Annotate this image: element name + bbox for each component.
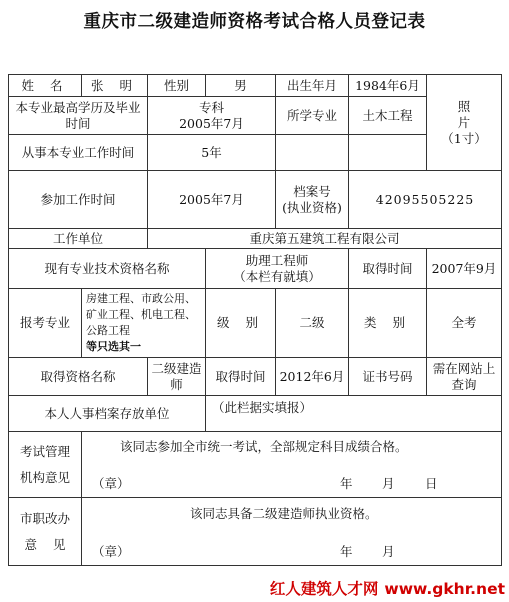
dept-opinion-text: 该同志具备二级建造师执业资格。	[190, 506, 378, 521]
certificate-no-value: 需在网站上查询	[427, 358, 502, 396]
exam-year: 年	[340, 476, 353, 491]
watermark-brand: 红人建筑人才网	[269, 580, 379, 598]
obtain-time-value: 2007年9月	[427, 249, 502, 289]
apply-major-options: 房建工程、市政公用、矿业工程、机电工程、公路工程	[86, 292, 196, 337]
dept-opinion-label-line2: 意 见	[24, 536, 66, 552]
work-years-value: 5年	[148, 135, 276, 171]
archive-no-value: 42095505225	[349, 171, 502, 229]
watermark-url: www.gkhr.net	[384, 580, 505, 598]
birth-value: 1984年6月	[349, 75, 427, 97]
dept-opinion-label	[9, 498, 82, 566]
dept-opinion-label-line1: 市职改办	[19, 510, 70, 526]
exam-opinion-label	[9, 432, 82, 498]
qualification-value: 二级建造师	[148, 358, 206, 396]
start-work-value: 2005年7月	[148, 171, 276, 229]
obtain-time-label: 取得时间	[349, 249, 427, 289]
category-value: 全考	[427, 289, 502, 358]
birth-label: 出生年月	[276, 75, 349, 97]
form-title: 重庆市二级建造师资格考试合格人员登记表	[83, 12, 426, 32]
exam-opinion-label-line2: 机构意见	[19, 469, 70, 485]
dept-opinion-box	[82, 498, 502, 566]
empty-cell	[276, 135, 349, 171]
qualification-time-label: 取得时间	[206, 358, 276, 396]
exam-opinion-text: 该同志参加全市统一考试，全部规定科目成绩合格。	[120, 439, 408, 454]
name-value: 张 明	[82, 75, 148, 97]
exam-opinion-label-line1: 考试管理	[19, 443, 70, 459]
level-label: 级 别	[206, 289, 276, 358]
gender-value: 男	[206, 75, 276, 97]
photo-label: 照 片 （1寸）	[441, 98, 487, 146]
photo-box	[427, 75, 502, 171]
exam-day: 日	[425, 476, 438, 491]
employer-value: 重庆第五建筑工程有限公司	[148, 229, 502, 249]
education-label: 本专业最高学历及毕业时间	[9, 97, 148, 135]
exam-month: 月	[382, 476, 395, 491]
certificate-no-label: 证书号码	[349, 358, 427, 396]
tech-title-value: 助理工程师 （本栏有就填）	[206, 249, 349, 289]
registration-form	[8, 74, 502, 566]
work-years-label: 从事本专业工作时间	[9, 135, 148, 171]
tech-title-label: 现有专业技术资格名称	[9, 249, 206, 289]
exam-opinion-box	[82, 432, 502, 498]
archive-no-label: 档案号 (执业资格)	[276, 171, 349, 229]
site-watermark	[270, 577, 505, 599]
archive-unit-value: （此栏据实填报）	[206, 396, 502, 432]
major-label: 所学专业	[276, 97, 349, 135]
apply-major-value	[82, 289, 206, 358]
dept-seal: （章）	[92, 544, 130, 559]
gender-label: 性别	[148, 75, 206, 97]
category-label: 类 别	[349, 289, 427, 358]
education-value: 专科 2005年7月	[148, 97, 276, 135]
major-value: 土木工程	[349, 97, 427, 135]
archive-unit-label: 本人人事档案存放单位	[9, 396, 206, 432]
apply-major-note: 等只选其一	[86, 340, 141, 353]
apply-major-label: 报考专业	[9, 289, 82, 358]
employer-label: 工作单位	[9, 229, 148, 249]
exam-seal: （章）	[92, 476, 130, 491]
empty-cell	[349, 135, 427, 171]
level-value: 二级	[276, 289, 349, 358]
qualification-label: 取得资格名称	[9, 358, 148, 396]
dept-year: 年	[340, 544, 353, 559]
qualification-time-value: 2012年6月	[276, 358, 349, 396]
name-label: 姓 名	[9, 75, 82, 97]
start-work-label: 参加工作时间	[9, 171, 148, 229]
dept-month: 月	[382, 544, 395, 559]
